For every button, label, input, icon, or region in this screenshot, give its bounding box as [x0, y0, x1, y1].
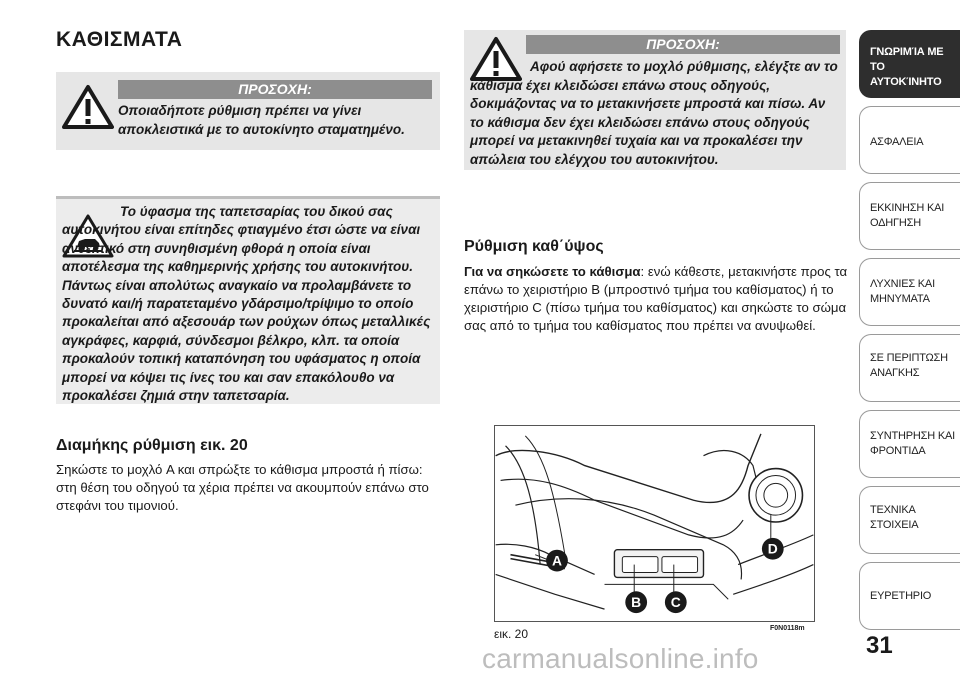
warning-header: ΠΡΟΣΟΧΗ:	[118, 80, 432, 99]
section-text-longitudinal: Σηκώστε το μοχλό A και σπρώξτε το κάθισμα μπροστά ή πίσω: στη θέση του οδηγού τα χέρια πρέπει να ακουμπούν επάνω στο στεφάνι του τιμονιού.	[56, 462, 429, 513]
tab-technical-data[interactable]	[859, 486, 960, 554]
tab-label: ΤΕΧΝΙΚΑ ΣΤΟΙΧΕΙΑ	[870, 504, 919, 531]
page-title: ΚΑΘΙΣΜΑΤΑ	[56, 28, 183, 51]
tab-getting-to-know[interactable]	[859, 30, 960, 98]
note-text: Το ύφασμα της ταπετσαρίας του δικού σας αυτοκινήτου είναι επίτηδες φτιαγμένο έτσι ώστε να είναι ανθεκτικό στη συνηθισμένη φθορά η οποία είναι αποτέλεσμα της καθημερινής χρήσης του αυτοκινήτου. Πάντως είναι απολύτως αναγκαίο να προλαμβάνετε το δυνατό και/ή παρατεταμένο γδάρσιμο/τρίψιμο το οποίο προκαλείται από αξεσουάρ των ρούχων όπως μεταλλικές αγκράφες, καρφιά, σύνδεσμοι βέλκρο, κλπ. τα οποία προκαλούν τοπική καταπόνηση του υφάσματος η οποία μπορεί να κόψει τις ίνες του και σαν επακόλουθο να προκαλέσει ζημιά στην ταπετσαρία.	[62, 204, 431, 404]
tab-label: ΣΕ ΠΕΡΙΠΤΩΣΗ ΑΝΑΓΚΗΣ	[870, 352, 948, 379]
seat-illustration	[495, 426, 814, 621]
figure-code: F0N0118m	[770, 625, 805, 632]
tab-label: ΕΥΡΕΤΗΡΙΟ	[870, 590, 932, 602]
tab-emergency[interactable]	[859, 334, 960, 402]
warning-box-1	[56, 72, 440, 150]
warning-text: Οποιαδήποτε ρύθμιση πρέπει να γίνει αποκλειστικά με το αυτοκίνητο σταματημένο.	[118, 103, 405, 137]
svg-text:D: D	[767, 540, 778, 557]
section-text-height	[464, 263, 848, 335]
watermark: carmanualsonline.info	[482, 643, 759, 674]
svg-text:C: C	[670, 594, 681, 611]
warning-triangle-icon	[62, 84, 114, 130]
warning-box-2	[464, 30, 846, 170]
tab-maintenance[interactable]	[859, 410, 960, 478]
section-lead: Για να σηκώσετε το κάθισμα	[464, 264, 641, 279]
tab-label: ΣΥΝΤΗΡΗΣΗ ΚΑΙ ΦΡΟΝΤΙΔΑ	[870, 430, 955, 457]
tab-label: ΛΥΧΝΙΕΣ ΚΑΙ ΜΗΝΥΜΑΤΑ	[870, 278, 935, 305]
tab-index[interactable]	[859, 562, 960, 630]
tab-starting-driving[interactable]	[859, 182, 960, 250]
warning-text: Αφού αφήσετε το μοχλό ρύθμισης, ελέγξτε αν το κάθισμα έχει κλειδώσει επάνω στους οδηγούς, δοκιμάζοντας να το μετακινήσετε μπροστά και πίσω. Αν το κάθισμα δεν έχει κλειδώσει επάνω στους οδηγούς μπορεί να μετακινηθεί τυχαία και να προκαλέσει την απώλεια του ελέγχου του αυτοκινήτου.	[470, 59, 838, 167]
page-number: 31	[866, 632, 893, 659]
section-body: : ενώ κάθεστε, μετακινήστε προς τα επάνω το χειριστήριο B (μπροστινό τμήμα του καθίσματος) ή το χειριστήριο C (πίσω τμήμα του καθίσματος) και σηκώστε το σώμα σας από το τμήμα του καθίσματος που πρέπει να ανυψωθεί.	[464, 264, 848, 333]
tab-label: ΓΝΩΡΙΜΊΑ ΜΕ ΤΟ ΑΥΤΟΚΊΝΗΤΟ	[870, 46, 944, 88]
figure-label-b	[625, 591, 647, 613]
tab-lights-messages[interactable]	[859, 258, 960, 326]
tab-label: ΕΚΚΙΝΗΣΗ ΚΑΙ ΟΔΗΓΗΣΗ	[870, 202, 945, 229]
tab-label: ΑΣΦΑΛΕΙΑ	[870, 136, 924, 148]
figure-caption: εικ. 20	[494, 627, 529, 641]
section-title-height: Ρύθμιση καθ΄ύψος	[464, 238, 604, 255]
tab-safety[interactable]	[859, 106, 960, 174]
upholstery-note	[56, 196, 440, 404]
figure-label-d	[762, 538, 784, 560]
seat-figure	[494, 425, 815, 622]
figure-label-c	[665, 591, 687, 613]
svg-text:B: B	[631, 594, 642, 611]
figure-label-a	[546, 550, 568, 572]
warning-header: ΠΡΟΣΟΧΗ:	[526, 35, 840, 54]
section-title-longitudinal: Διαμήκης ρύθμιση εικ. 20	[56, 437, 248, 454]
svg-text:A: A	[552, 552, 562, 569]
